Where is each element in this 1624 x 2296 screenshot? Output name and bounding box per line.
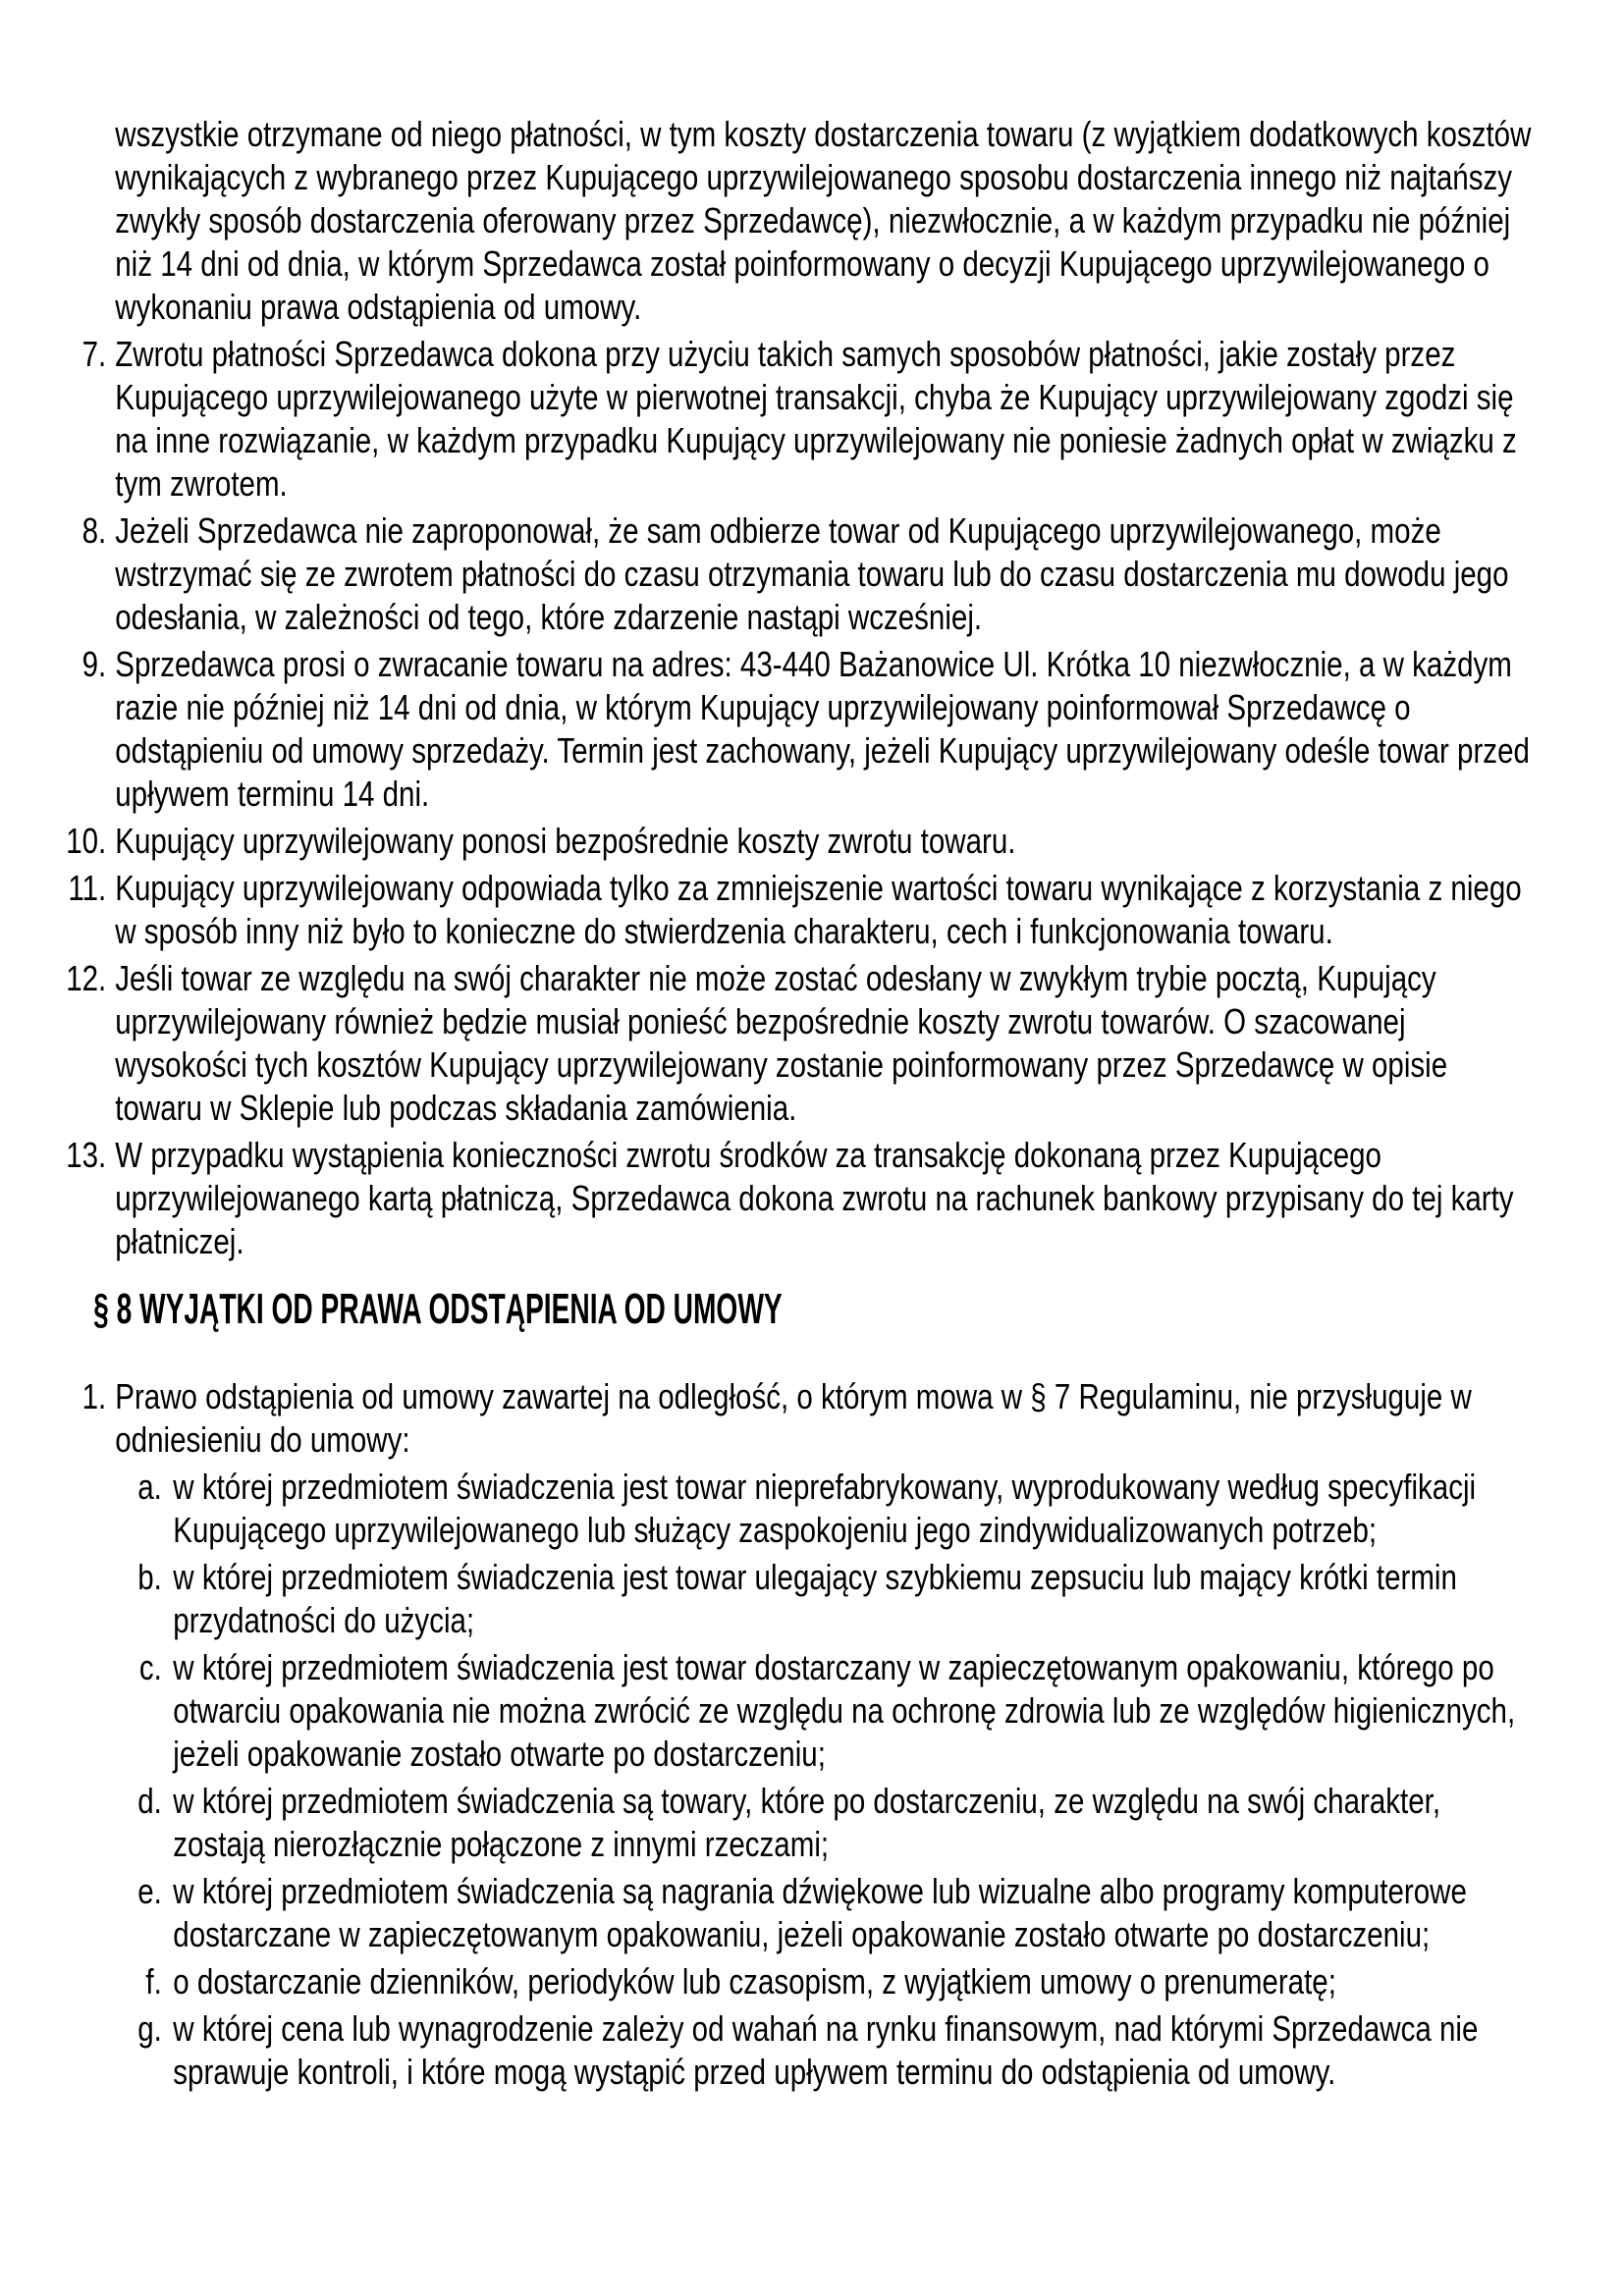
sub-item-text: w której przedmiotem świadczenia są nagrania dźwiękowe lub wizualne albo programy komputerowe dostarczane w zapieczętowanym opakowaniu, jeżeli opakowanie zostało otwarte po dostarczeniu; [173, 1871, 1467, 1954]
section-8-heading-text: § 8 WYJĄTKI OD PRAWA ODSTĄPIENIA OD UMOWY [93, 1285, 783, 1333]
sub-item-text: w której przedmiotem świadczenia jest towar dostarczany w zapieczętowanym opakowaniu, którego po otwarciu opakowania nie można zwrócić ze względu na ochronę zdrowia lub ze względów higienicznych, jeżeli opakowanie zostało otwarte po dostarczeniu; [173, 1647, 1516, 1774]
sub-item-text: w której przedmiotem świadczenia jest towar ulegający szybkiemu zepsuciu lub mający krótki termin przydatności do użycia; [173, 1557, 1457, 1640]
list-item-text: Zwrotu płatności Sprzedawca dokona przy użyciu takich samych sposobów płatności, jakie zostały przez Kupującego uprzywilejowanego użyte w pierwotnej transakcji, chyba że Kupujący uprzywilejowany zgodzi się na inne rozwiązanie, w każdym przypadku Kupujący uprzywilejowany nie poniesie żadnych opłat w związku z tym zwrotem. [115, 334, 1517, 504]
sub-item-text: w której przedmiotem świadczenia są towary, które po dostarczeniu, ze względu na swój charakter, zostają nierozłącznie połączone z innymi rzeczami; [173, 1781, 1441, 1864]
list-item-number: 7. [81, 334, 107, 374]
sub-item-list [115, 1466, 1531, 2094]
list-item-number: 10. [66, 821, 107, 861]
sub-item-d [115, 1780, 1531, 1866]
list-item-text: Kupujący uprzywilejowany ponosi bezpośrednie koszty zwrotu towaru. [115, 821, 1016, 861]
sub-item-g [115, 2007, 1531, 2094]
sub-item-letter: c. [138, 1647, 162, 1687]
sub-item-text: o dostarczanie dzienników, periodyków lub czasopism, z wyjątkiem umowy o prenumeratę; [173, 1961, 1336, 2002]
list-item-body [106, 1375, 1531, 2098]
sub-item-f [115, 1960, 1531, 2003]
list-item-number: 1. [81, 1376, 107, 1416]
list-item-number: 12. [66, 958, 107, 998]
sub-item-letter: b. [137, 1557, 162, 1597]
sub-item-letter: a. [137, 1467, 162, 1507]
sub-item-e [115, 1870, 1531, 1956]
list-item-9 [0, 643, 1532, 816]
list-item-8 [0, 509, 1532, 639]
sub-item-b [115, 1556, 1531, 1642]
list-item-text: Prawo odstąpienia od umowy zawartej na odległość, o którym mowa w § 7 Regulaminu, nie przysługuje w odniesieniu do umowy: [115, 1376, 1472, 1460]
list-item-text: Jeżeli Sprzedawca nie zaproponował, że sam odbierze towar od Kupującego uprzywilejowanego, może wstrzymać się ze zwrotem płatności do czasu otrzymania towaru lub do czasu dostarczenia mu dowodu jego odesłania, w zależności od tego, które zdarzenie nastąpi wcześniej. [115, 510, 1509, 637]
sub-item-letter: d. [137, 1781, 162, 1821]
list-item-text: W przypadku wystąpienia konieczności zwrotu środków za transakcję dokonaną przez Kupującego uprzywilejowanego kartą płatniczą, Sprzedawca dokona zwrotu na rachunek bankowy przypisany do tej karty płatniczej. [115, 1135, 1514, 1261]
section-8-heading [0, 1285, 1532, 1334]
list-item-number: 11. [68, 868, 107, 908]
sub-item-letter: g. [137, 2008, 162, 2049]
list-item-13 [0, 1134, 1532, 1263]
list-item-11 [0, 867, 1532, 953]
sub-item-letter: f. [145, 1961, 162, 2002]
sub-item-letter: e. [137, 1871, 162, 1911]
paragraph-item6-continuation: wszystkie otrzymane od niego płatności, w tym koszty dostarczenia towaru (z wyjątkiem dodatkowych kosztów wynikających z wybranego przez Kupującego uprzywilejowanego sposobu dostarczenia innego niż najtańszy zwykły sposób dostarczenia oferowany przez Sprzedawcę), niezwłocznie, a w każdym przypadku nie później niż 14 dni od dnia, w którym Sprzedawca został poinformowany o decyzji Kupującego uprzywilejowanego o wykonaniu prawa odstąpienia od umowy. [115, 114, 1532, 327]
list-item-number: 9. [81, 644, 107, 684]
list-item-text: Kupujący uprzywilejowany odpowiada tylko za zmniejszenie wartości towaru wynikające z korzystania z niego w sposób inny niż było to konieczne do stwierdzenia charakteru, cech i funkcjonowania towaru. [115, 868, 1522, 951]
sub-item-a [115, 1466, 1531, 1552]
list-item-number: 8. [81, 510, 107, 551]
list-item-text: Jeśli towar ze względu na swój charakter nie może zostać odesłany w zwykłym trybie pocztą, Kupujący uprzywilejowany również będzie musiał ponieść bezpośrednie koszty zwrotu towarów. O szacowanej wysokości tych kosztów Kupujący uprzywilejowany zostanie poinformowany przez Sprzedawcę w opisie towaru w Sklepie lub podczas składania zamówienia. [115, 958, 1448, 1128]
list-item-number: 13. [66, 1135, 107, 1175]
list-item-12 [0, 957, 1532, 1130]
list-item-7 [0, 333, 1532, 506]
list-item-1 [0, 1375, 1532, 2098]
list-item-text: Sprzedawca prosi o zwracanie towaru na adres: 43-440 Bażanowice Ul. Krótka 10 niezwłocznie, a w każdym razie nie później niż 14 dni od dnia, w którym Kupujący uprzywilejowany poinformował Sprzedawcę o odstąpieniu od umowy sprzedaży. Termin jest zachowany, jeżeli Kupujący uprzywilejowany odeśle towar przed upływem terminu 14 dni. [115, 644, 1530, 814]
list-item-10 [0, 820, 1532, 863]
sub-item-text: w której cena lub wynagrodzenie zależy od wahań na rynku finansowym, nad którymi Sprzedawca nie sprawuje kontroli, i które mogą wystąpić przed upływem terminu do odstąpienia od umowy. [173, 2008, 1479, 2092]
sub-item-c [115, 1646, 1531, 1776]
sub-item-text: w której przedmiotem świadczenia jest towar nieprefabrykowany, wyprodukowany według specyfikacji Kupującego uprzywilejowanego lub służący zaspokojeniu jego zindywidualizowanych potrzeb; [173, 1467, 1477, 1550]
